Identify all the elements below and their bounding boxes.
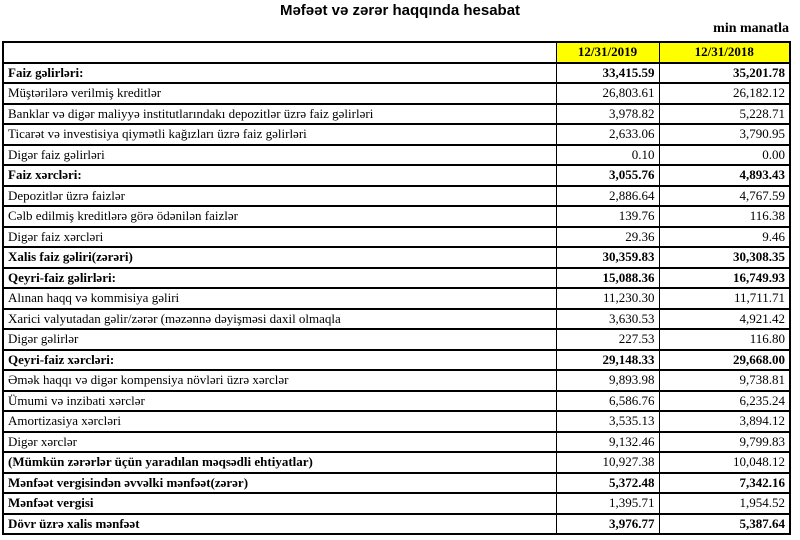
value-2019: 3,976.77 <box>556 514 659 535</box>
value-2019: 2,633.06 <box>556 124 659 145</box>
row-label: Xalis faiz gəliri(zərəri) <box>3 247 556 268</box>
value-2019: 11,230.30 <box>556 288 659 309</box>
table-row <box>3 63 790 84</box>
table-row <box>3 247 790 268</box>
value-2018: 9,738.81 <box>659 370 790 391</box>
value-2019: 3,055.76 <box>556 165 659 186</box>
value-2019: 3,978.82 <box>556 104 659 125</box>
value-2018: 29,668.00 <box>659 350 790 371</box>
profit-loss-table <box>2 41 791 535</box>
value-2019: 9,132.46 <box>556 432 659 453</box>
value-2019: 29,148.33 <box>556 350 659 371</box>
value-2018: 26,182.12 <box>659 83 790 104</box>
table-row <box>3 268 790 289</box>
table-row <box>3 206 790 227</box>
table-row <box>3 370 790 391</box>
value-2018: 10,048.12 <box>659 452 790 473</box>
value-2019: 29.36 <box>556 227 659 248</box>
value-2018: 5,387.64 <box>659 514 790 535</box>
value-2018: 4,893.43 <box>659 165 790 186</box>
table-row <box>3 288 790 309</box>
table-row <box>3 165 790 186</box>
report-table-body <box>3 42 790 534</box>
row-label: Xarici valyutadan gəlir/zərər (məzənnə dəyişməsi daxil olmaqla <box>3 309 556 330</box>
table-row <box>3 309 790 330</box>
value-2019: 0.10 <box>556 145 659 166</box>
value-2018: 9.46 <box>659 227 790 248</box>
unit-note: min manatla <box>713 21 789 36</box>
value-2018: 16,749.93 <box>659 268 790 289</box>
row-label: Mənfəət vergisi <box>3 493 556 514</box>
empty-header-cell <box>3 42 556 63</box>
row-label: Banklar və digər maliyyə institutlarındakı depozitlər üzrə faiz gəlirləri <box>3 104 556 125</box>
table-row <box>3 350 790 371</box>
value-2018: 7,342.16 <box>659 473 790 494</box>
row-label: Qeyri-faiz xərcləri: <box>3 350 556 371</box>
table-row <box>3 83 790 104</box>
table-row <box>3 514 790 535</box>
page-title: Məfəət və zərər haqqında hesabat <box>279 2 521 19</box>
row-label: Mənfəət vergisindən əvvəlki mənfəət(zərər) <box>3 473 556 494</box>
row-label: Faiz gəlirləri: <box>3 63 556 84</box>
value-2018: 3,894.12 <box>659 411 790 432</box>
table-row <box>3 186 790 207</box>
value-2019: 139.76 <box>556 206 659 227</box>
value-2018: 9,799.83 <box>659 432 790 453</box>
row-label: Dövr üzrə xalis mənfəət <box>3 514 556 535</box>
row-label: Alınan haqq və kommisiya gəliri <box>3 288 556 309</box>
value-2018: 0.00 <box>659 145 790 166</box>
table-row <box>3 411 790 432</box>
row-label: Digər gəlirlər <box>3 329 556 350</box>
table-row <box>3 493 790 514</box>
row-label: Digər xərclər <box>3 432 556 453</box>
table-row <box>3 124 790 145</box>
row-label: Amortizasiya xərcləri <box>3 411 556 432</box>
value-2019: 3,630.53 <box>556 309 659 330</box>
value-2018: 4,921.42 <box>659 309 790 330</box>
table-header-row <box>3 42 790 63</box>
row-label: Ümumi və inzibati xərclər <box>3 391 556 412</box>
table-row <box>3 227 790 248</box>
value-2019: 227.53 <box>556 329 659 350</box>
row-label: Əmək haqqı və digər kompensiya növləri üzrə xərclər <box>3 370 556 391</box>
table-row <box>3 452 790 473</box>
value-2019: 15,088.36 <box>556 268 659 289</box>
table-row <box>3 432 790 453</box>
table-row <box>3 104 790 125</box>
row-label: Müştərilərə verilmiş kreditlər <box>3 83 556 104</box>
value-2019: 3,535.13 <box>556 411 659 432</box>
table-row <box>3 145 790 166</box>
value-2018: 116.38 <box>659 206 790 227</box>
row-label: Faiz xərcləri: <box>3 165 556 186</box>
value-2018: 35,201.78 <box>659 63 790 84</box>
row-label: Ticarət və investisiya qiymətli kağızları üzrə faiz gəlirləri <box>3 124 556 145</box>
value-2019: 1,395.71 <box>556 493 659 514</box>
row-label: (Mümkün zərərlər üçün yaradılan məqsədli ehtiyatlar) <box>3 452 556 473</box>
table-row <box>3 329 790 350</box>
value-2019: 10,927.38 <box>556 452 659 473</box>
column-header-2019: 12/31/2019 <box>556 42 659 63</box>
value-2018: 3,790.95 <box>659 124 790 145</box>
value-2019: 6,586.76 <box>556 391 659 412</box>
value-2018: 30,308.35 <box>659 247 790 268</box>
table-row <box>3 473 790 494</box>
value-2019: 5,372.48 <box>556 473 659 494</box>
row-label: Cəlb edilmiş kreditlərə görə ödənilən faizlər <box>3 206 556 227</box>
row-label: Digər faiz xərcləri <box>3 227 556 248</box>
value-2019: 30,359.83 <box>556 247 659 268</box>
value-2018: 1,954.52 <box>659 493 790 514</box>
value-2018: 4,767.59 <box>659 186 790 207</box>
row-label: Depozitlər üzrə faizlər <box>3 186 556 207</box>
value-2019: 9,893.98 <box>556 370 659 391</box>
row-label: Digər faiz gəlirləri <box>3 145 556 166</box>
value-2019: 33,415.59 <box>556 63 659 84</box>
value-2018: 11,711.71 <box>659 288 790 309</box>
row-label: Qeyri-faiz gəlirləri: <box>3 268 556 289</box>
column-header-2018: 12/31/2018 <box>659 42 790 63</box>
value-2019: 26,803.61 <box>556 83 659 104</box>
table-row <box>3 391 790 412</box>
value-2019: 2,886.64 <box>556 186 659 207</box>
value-2018: 5,228.71 <box>659 104 790 125</box>
value-2018: 116.80 <box>659 329 790 350</box>
value-2018: 6,235.24 <box>659 391 790 412</box>
